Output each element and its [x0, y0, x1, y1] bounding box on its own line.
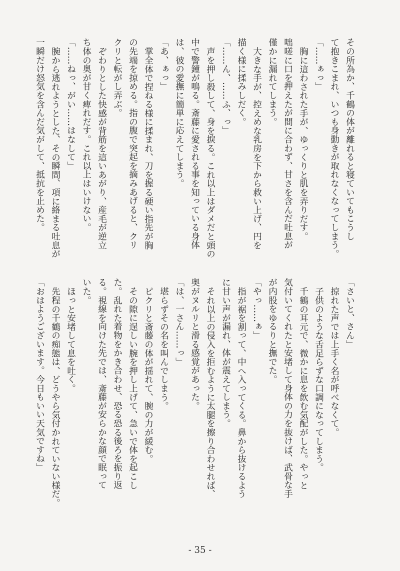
- text-column: は、彼の愛撫に簡単に応えてしまう。: [173, 38, 184, 188]
- dialogue-column: 「は、一さん……っ」: [173, 278, 184, 366]
- text-column: 腕から逃れようとした、その瞬間、項に絡まる吐息が: [49, 46, 60, 258]
- text-column: 指が裾を割って、中へ入ってくる。鼻から抜けるよう: [235, 286, 246, 498]
- dialogue-column: 「さいと、さん」: [344, 278, 354, 349]
- text-column: て抱きこまれ、いつも身動きが取れなくなってしまう。: [328, 38, 339, 258]
- text-column: いた。: [80, 278, 91, 305]
- text-column: に甘い声が漏れ、体が震えてしまう。: [220, 278, 230, 428]
- dialogue-column: 「……ねっ、がい……はなして」: [65, 38, 75, 170]
- text-column: ぞわりとした快感が背筋を這いあがり、産毛が逆立: [96, 46, 106, 250]
- text-column: 胸に這わされた手が、ゆっくりと肌を弄りだす。: [297, 46, 308, 241]
- text-column: 掌全体で捏ねる様に揉まれ、刀を握る硬い指先が胸: [142, 46, 153, 250]
- text-column: の先端を掠める。指の腹で突起を摘みあげると、クリ: [127, 38, 137, 250]
- text-column: その所為か、千鶴の体が離れると寝ていてもこうし: [344, 38, 354, 241]
- dialogue-column: 「やっ……ぁ」: [251, 278, 261, 340]
- text-column: る。視線を向けた先では、斎藤が安らかな顔で眠って: [96, 278, 106, 490]
- text-column: 千鶴の耳元で、微かに息を飲む気配がした。やっと: [297, 286, 308, 490]
- text-column: ほっと安堵して息を吐く。: [65, 286, 75, 393]
- text-column: 奥がヌルリと滑る感覚があった。: [189, 278, 199, 410]
- text-column: 僅かに漏れてしまう。: [266, 38, 277, 126]
- dialogue-column: 「……ん、……ふ、っ」: [220, 38, 230, 135]
- text-column: 一瞬だけ怒気を含んだ気がして、抵抗を止めた。: [34, 38, 44, 232]
- text-column: 子供のような舌足らずな口調になってしまう。: [313, 286, 323, 472]
- page-number: - 35 -: [188, 546, 212, 556]
- text-column: 堪らずその名を叫んでしまう。: [158, 286, 168, 410]
- text-column: クリと転がし弄ぶ。: [111, 38, 122, 118]
- text-column: 声を押し殺して、身を捩る。これ以上はダメだと頭の: [204, 46, 215, 258]
- text-column: それ以上の侵入を拒むように太腿を擦り合わせれば、: [204, 286, 215, 498]
- text-column: 大きな手が、控えめな乳房を下から救い上げ、円を: [251, 46, 261, 250]
- text-column: 咄嗟に口を押えたが間に合わず、甘さを含んだ吐息が: [282, 38, 292, 250]
- text-column: 中で警鐘が鳴る。斎藤に愛される事を知っている身体: [189, 38, 199, 250]
- text-column: ち体の奥が甘く痺れだす。これ以上はいけない。: [80, 38, 91, 232]
- dialogue-column: 「おはようございます。今日もいい天気ですね」: [34, 278, 44, 472]
- lower-text-tier: [30, 278, 356, 510]
- dialogue-column: 「……ぁっ」: [313, 38, 323, 91]
- text-column: が内股をゆるりと撫でた。: [266, 278, 277, 384]
- text-column: 気付いてくれたと安堵して身体の力を抜けば、武骨な手: [282, 278, 292, 498]
- dialogue-column: 「あ、ぁっ」: [158, 38, 168, 91]
- text-column: 先程の千鶴の痴態は、どうやら気付かれていない様だ。: [49, 286, 60, 507]
- text-column: 描く様に揉みしだく。: [235, 38, 246, 126]
- upper-text-tier: [30, 38, 356, 270]
- text-column: ピクリと斎藤の体が揺れて、腕の力が緩む。: [142, 286, 153, 463]
- text-column: 掠れた声では上手く名が呼べなくて。: [328, 286, 339, 437]
- text-column: その隙に逞しい腕を押し上げて、急いで体を起こし: [127, 286, 137, 490]
- text-column: た。乱れた着物をかき合わせ、恐る恐る後ろを振り返: [111, 278, 122, 490]
